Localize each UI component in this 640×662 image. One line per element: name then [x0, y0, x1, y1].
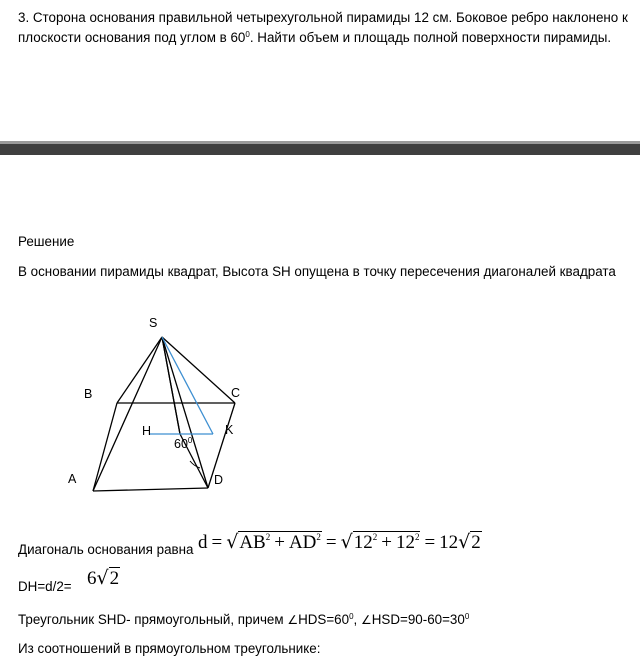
formula-sqrt-12 — [341, 531, 421, 554]
formula-result-rad: 2 — [471, 532, 481, 553]
formula-exp: 2 — [414, 532, 420, 542]
formula-result-sqrt — [458, 531, 482, 554]
angle-label: $60^0$ — [174, 436, 193, 451]
formula-plus: + — [381, 532, 392, 553]
problem-text: 3. Сторона основания правильной четырехугольной пирамиды 12 см. Боковое ребро наклонено к плоскости основания под углом в 60 — [18, 10, 628, 45]
auxiliary-lines — [150, 337, 213, 434]
sqrt-sign: √ — [340, 531, 353, 553]
dh-sqrt — [97, 567, 121, 590]
dh-formula — [87, 567, 120, 590]
sqrt-sign: √ — [226, 531, 239, 553]
problem-statement — [18, 8, 633, 48]
triangle-separator: , — [353, 612, 361, 627]
label-d: D — [214, 473, 224, 487]
formula-twelve: 12 — [353, 532, 373, 553]
edge-sa — [93, 337, 162, 491]
formula-ab: AB — [239, 532, 266, 553]
sqrt-sign: √ — [458, 531, 471, 553]
label-s: S — [149, 316, 158, 330]
problem-text-end: . Найти объем и площадь полной поверхности пирамиды. — [249, 30, 612, 45]
diagonal-caption: Диагональ основания равна — [18, 542, 194, 557]
formula-twelve: 12 — [395, 532, 415, 553]
formula-result-coef: 12 — [439, 532, 459, 553]
dh-caption: DH=d/2= — [18, 579, 72, 594]
formula-eq: = — [325, 532, 337, 553]
pyramid-edges — [93, 337, 235, 491]
label-c: C — [231, 386, 241, 400]
triangle-statement — [18, 610, 469, 630]
relations-statement: Из соотношений в прямоугольном треугольнике: — [18, 641, 321, 656]
base-statement: В основании пирамиды квадрат, Высота SH опущена в точку пересечения диагоналей квадрата — [18, 264, 616, 279]
angle-icon: ∠ — [287, 613, 299, 627]
formula-exp: 2 — [316, 532, 321, 542]
angle-icon: ∠ — [360, 613, 372, 627]
formula-eq: = — [424, 532, 436, 553]
formula-sqrt-ab-ad — [226, 531, 322, 554]
degree-superscript: 0 — [464, 612, 470, 621]
triangle-angle2: HSD=90-60=30 — [371, 612, 465, 627]
formula-ad: AD — [288, 532, 317, 553]
dh-rad: 2 — [109, 568, 120, 589]
formula-exp: 2 — [265, 532, 271, 542]
triangle-text: Треугольник SHD- прямоугольный, причем — [18, 612, 288, 627]
edge-da — [93, 488, 208, 491]
solution-heading: Решение — [18, 234, 75, 249]
formula-exp: 2 — [372, 532, 378, 542]
formula-d: d — [198, 532, 208, 553]
edge-sb — [117, 337, 162, 403]
sqrt-sign: √ — [96, 567, 109, 589]
label-k: K — [225, 423, 234, 437]
degree-superscript: 0 — [245, 30, 250, 39]
dh-coef: 6 — [87, 568, 97, 589]
triangle-angle1: HDS=60 — [298, 612, 350, 627]
formula-eq: = — [211, 532, 223, 553]
pyramid-figure — [60, 310, 320, 500]
degree-superscript: 0 — [349, 612, 354, 621]
formula-plus: + — [274, 532, 285, 553]
page-divider — [0, 144, 640, 155]
label-h: H — [142, 424, 152, 438]
label-a: A — [68, 472, 77, 486]
diagonal-formula — [198, 531, 482, 554]
label-b: B — [84, 387, 93, 401]
